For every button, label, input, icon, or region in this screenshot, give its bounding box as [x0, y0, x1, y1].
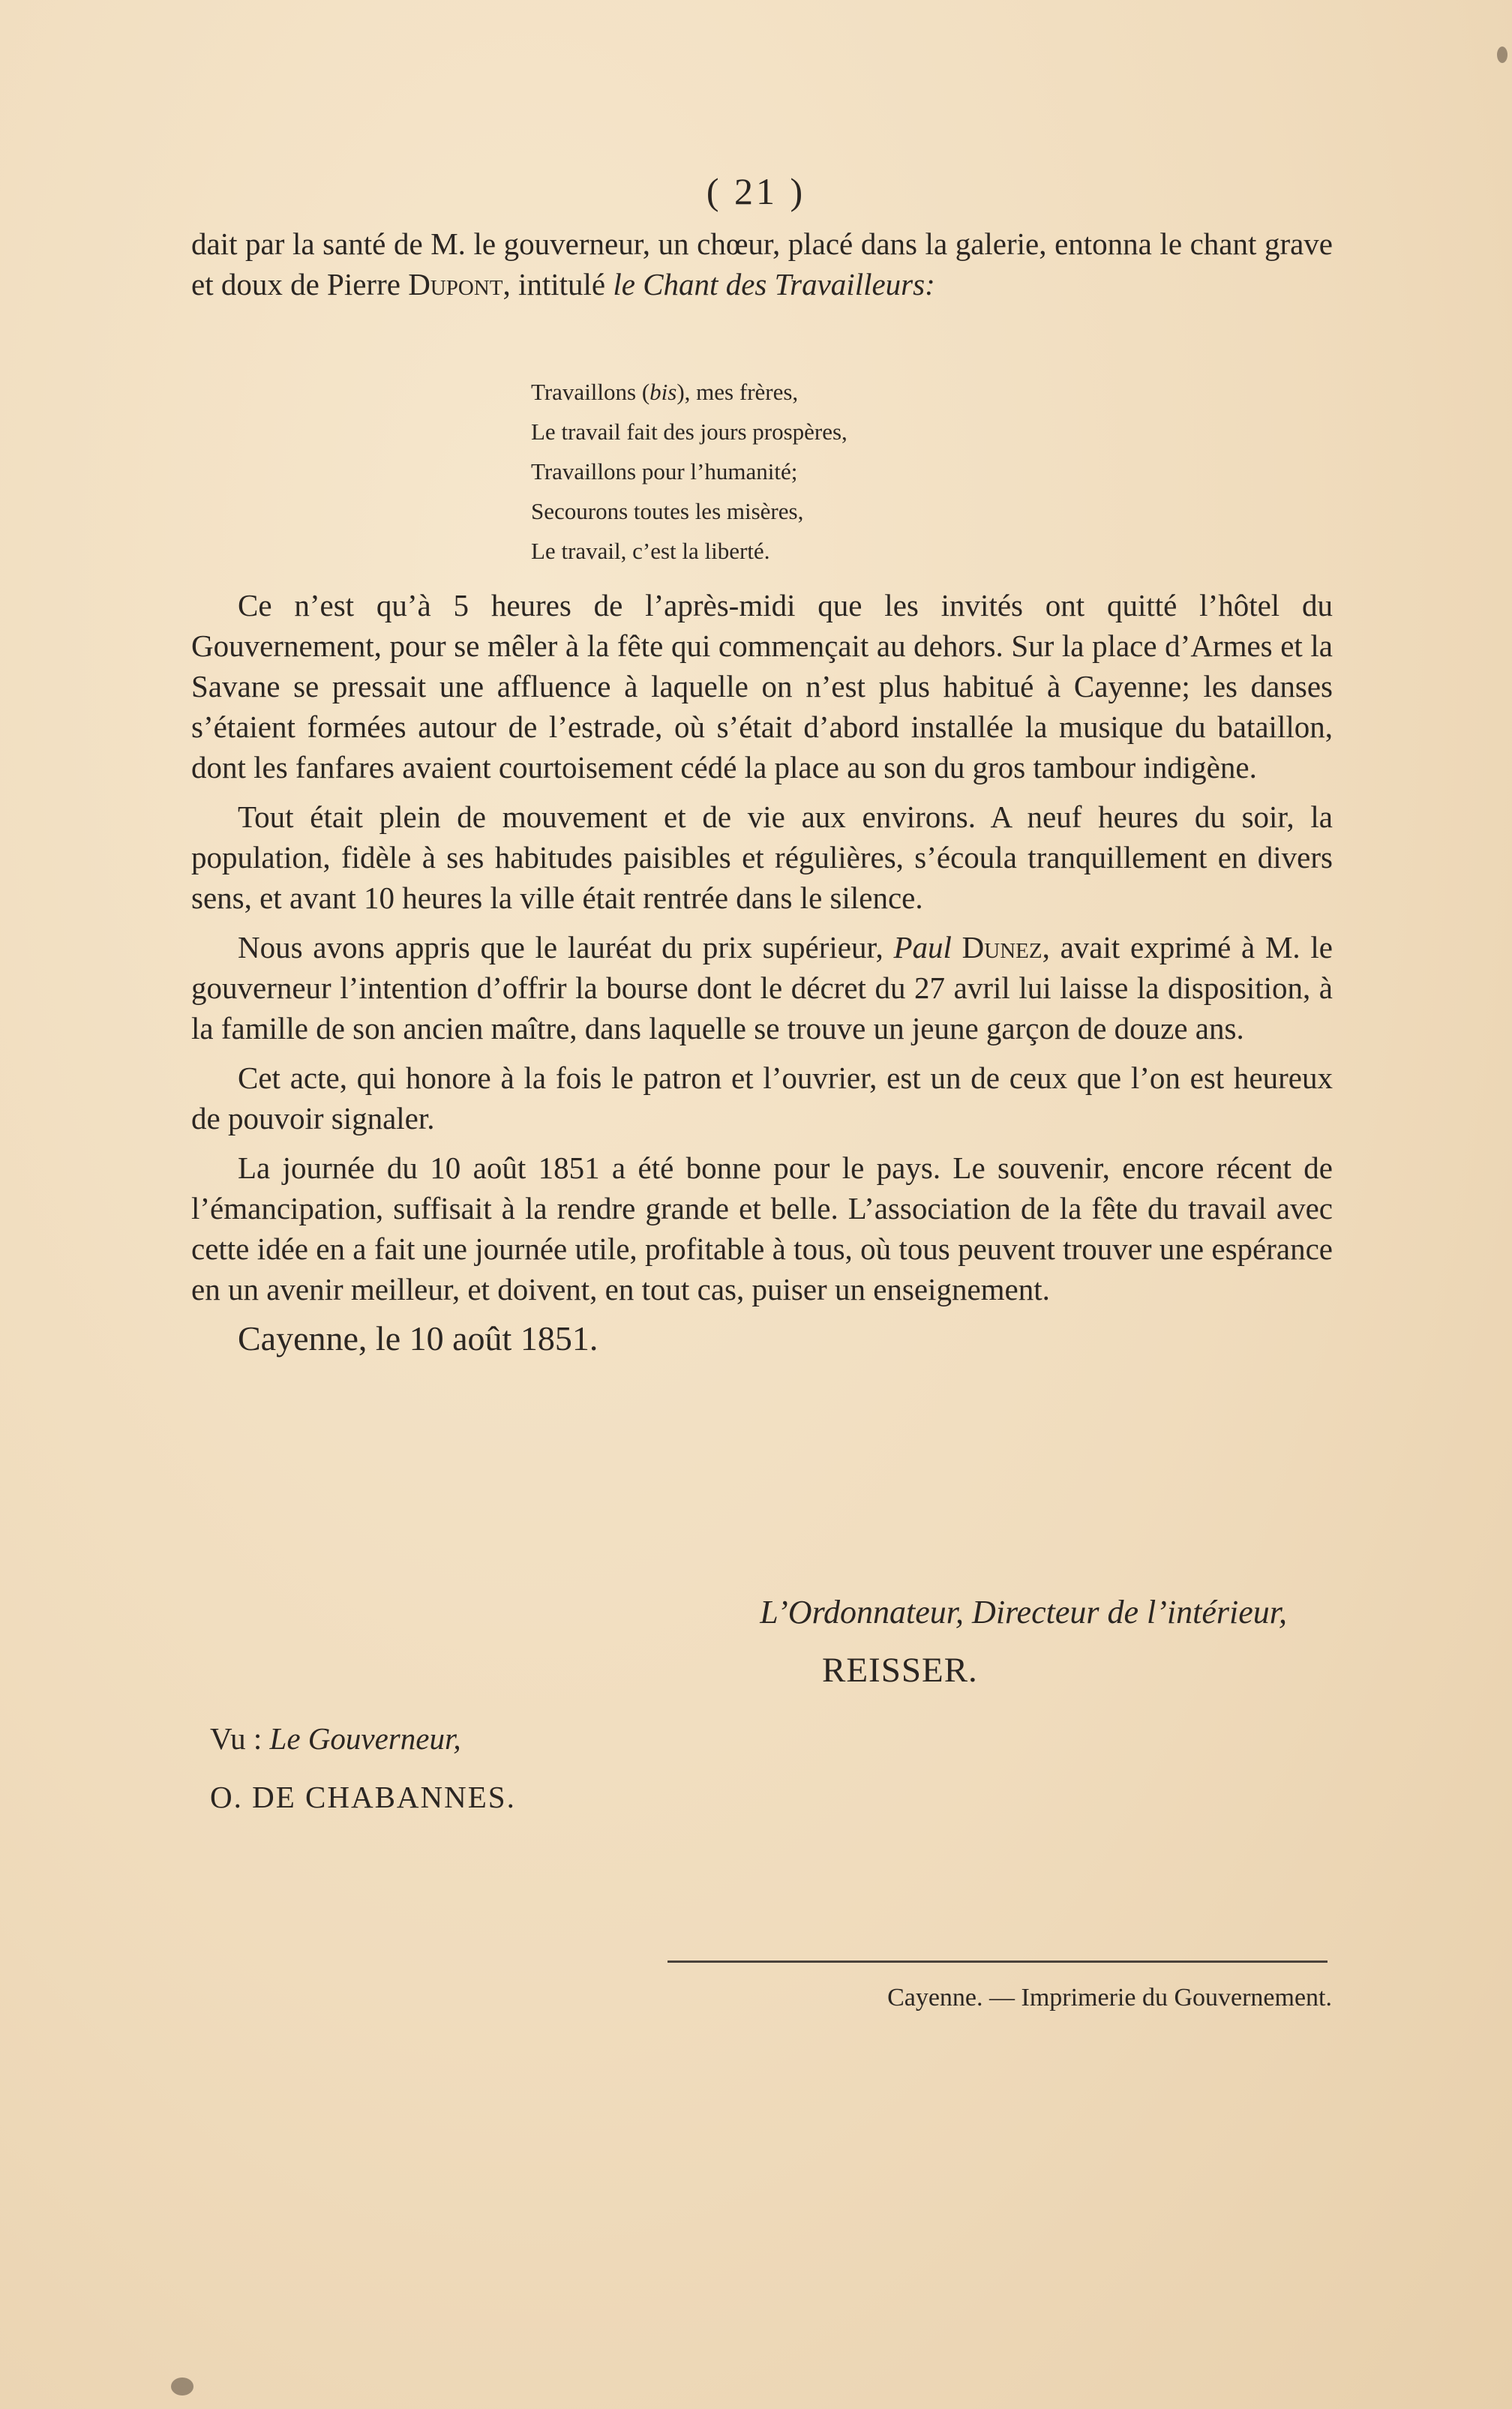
signatory-title: L’Ordonnateur, Directeur de l’intérieur,	[760, 1594, 1287, 1630]
divider-rule	[668, 1960, 1328, 1963]
verse-line: Le travail, c’est la liberté.	[531, 538, 770, 564]
intro-paragraph	[191, 224, 1333, 304]
verse-line: Travaillons (bis), mes frères,	[531, 379, 799, 405]
intro-text: dait par la santé de M. le gouverneur, un chœur, placé dans la galerie, entonna le chant grave et doux de Pierre	[191, 226, 1333, 302]
approval-line: Vu : Le Gouverneur,	[210, 1721, 461, 1756]
intro-text-2: , intitulé	[502, 267, 614, 302]
governor-name: O. DE CHABANNES.	[210, 1780, 516, 1814]
paragraph-afternoon: Ce n’est qu’à 5 heures de l’après-midi que les invités ont quitté l’hôtel du Gouvernement, pour se mêler à la fête qui commençait au dehors. Sur la place d’Armes et la Savane se pressait une affluence à laquelle on n’est plus habitué à Cayenne; les danses s’étaient formées autour de l’estrade, où s’était d’abord installée la musique du bataillon, dont les fanfares avaient courtoisement cédé la place au son du gros tambour indigène.	[191, 588, 1333, 784]
imprint-line: Cayenne. — Imprimerie du Gouvernement.	[887, 1984, 1332, 2012]
song-title: le Chant des Travailleurs:	[613, 267, 935, 302]
dateline: Cayenne, le 10 août 1851.	[238, 1319, 598, 1358]
laureate-first-name: Paul	[893, 930, 952, 964]
verse-line: Travaillons pour l’humanité;	[531, 458, 798, 484]
verse-line: Secourons toutes les misères,	[531, 498, 804, 524]
body-text	[191, 585, 1333, 1359]
paragraph-evening: Tout était plein de mouvement et de vie aux environs. A neuf heures du soir, la population, fidèle à ses habitudes paisibles et régulières, s’écoula tranquillement en divers sens, et avant 10 heures la ville était rentrée dans le silence.	[191, 800, 1333, 915]
approval-role: Le Gouverneur,	[269, 1721, 461, 1756]
laureate-last-name: Dunez	[962, 930, 1042, 964]
ink-spot	[1497, 46, 1508, 63]
author-name: Dupont	[408, 267, 503, 302]
page-number: ( 21 )	[706, 170, 806, 212]
paragraph-laureate: Nous avons appris que le lauréat du prix supérieur, Paul Dunez, avait exprimé à M. le gouverneur l’intention d’offrir la bourse dont le décret du 27 avril lui laisse la disposition, à la famille de son ancien maître, dans laquelle se trouve un jeune garçon de douze ans.	[191, 930, 1334, 1046]
verse-line: Le travail fait des jours prospères,	[531, 418, 848, 445]
signatory-name: REISSER.	[822, 1651, 978, 1690]
ink-spot	[171, 2378, 194, 2396]
song-verse	[531, 372, 848, 571]
paragraph-act: Cet acte, qui honore à la fois le patron et l’ouvrier, est un de ceux que l’on est heureux de pouvoir signaler.	[191, 1060, 1333, 1136]
paragraph-conclusion: La journée du 10 août 1851 a été bonne pour le pays. Le souvenir, encore récent de l’émancipation, suffisait à la rendre grande et belle. L’association de la fête du travail avec cette idée en a fait une journée utile, profitable à tous, où tous peuvent trouver une espérance en un avenir meilleur, et doivent, en tout cas, puiser un enseignement.	[191, 1150, 1333, 1306]
